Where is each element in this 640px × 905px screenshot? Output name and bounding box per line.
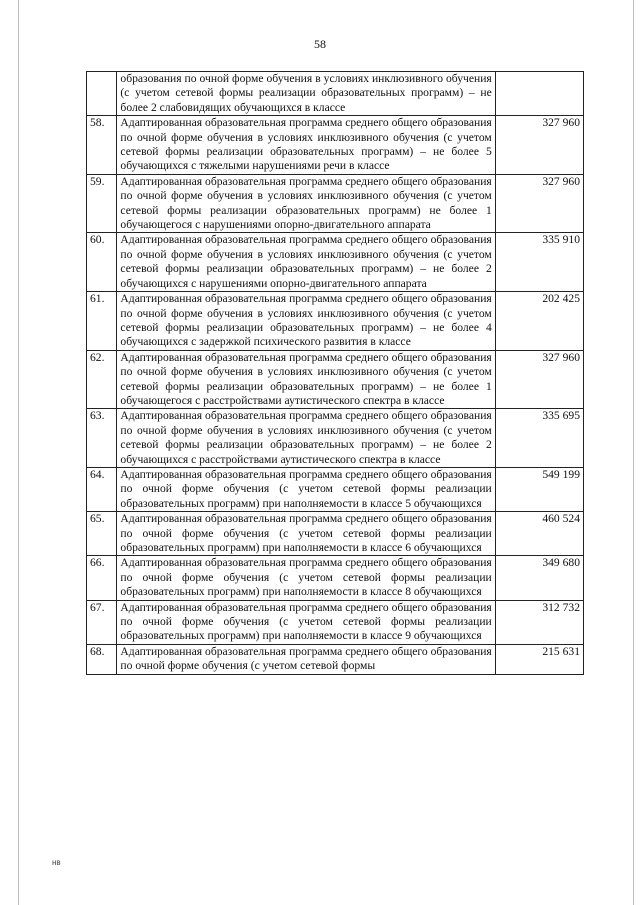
table-row bbox=[87, 467, 584, 511]
row-amount: 335 695 bbox=[495, 409, 583, 468]
row-amount: 549 199 bbox=[495, 467, 583, 511]
row-description: Адаптированная образовательная программа среднего общего образования по очной форме обучения (с учетом сетевой формы реализации образовательных программ) при наполняемости в классе 5 обучающихся bbox=[117, 467, 495, 511]
row-description: Адаптированная образовательная программа среднего общего образования по очной форме обучения (с учетом сетевой формы реализации образовательных программ) при наполняемости в классе 9 обучающихся bbox=[117, 600, 495, 644]
table-row bbox=[87, 116, 584, 175]
table-row bbox=[87, 233, 584, 292]
row-amount: 349 680 bbox=[495, 556, 583, 600]
row-number: 60. bbox=[87, 233, 117, 292]
table-row bbox=[87, 174, 584, 233]
table-row bbox=[87, 512, 584, 556]
scan-edge-right bbox=[633, 0, 634, 905]
table-row bbox=[87, 292, 584, 351]
program-cost-table bbox=[86, 71, 584, 675]
row-number: 58. bbox=[87, 116, 117, 175]
table-row bbox=[87, 600, 584, 644]
row-description: Адаптированная образовательная программа среднего общего образования по очной форме обучения в условиях инклюзивного обучения (с учетом сетевой формы реализации образовательных программ) – не более 4 обучающихся с задержкой психического развития в классе bbox=[117, 292, 495, 351]
row-description: Адаптированная образовательная программа среднего общего образования по очной форме обучения в условиях инклюзивного обучения (с учетом сетевой формы реализации образовательных программ) – не более 2 обучающихся с расстройствами аутистического спектра в классе bbox=[117, 409, 495, 468]
row-amount: 327 960 bbox=[495, 350, 583, 409]
row-number: 65. bbox=[87, 512, 117, 556]
row-amount: 335 910 bbox=[495, 233, 583, 292]
row-amount: 202 425 bbox=[495, 292, 583, 351]
row-amount: 327 960 bbox=[495, 174, 583, 233]
row-description: Адаптированная образовательная программа среднего общего образования по очной форме обучения в условиях инклюзивного обучения (с учетом сетевой формы реализации образовательных программ) – не более 1 обучающегося с расстройствами аутистического спектра в классе bbox=[117, 350, 495, 409]
table-row bbox=[87, 556, 584, 600]
row-description: Адаптированная образовательная программа среднего общего образования по очной форме обучения в условиях инклюзивного обучения (с учетом сетевой формы реализации образовательных программ) не более 1 обучающегося с нарушениями опорно-двигательного аппарата bbox=[117, 174, 495, 233]
row-number: 64. bbox=[87, 467, 117, 511]
footer-mark: нв bbox=[52, 858, 61, 867]
row-number: 61. bbox=[87, 292, 117, 351]
table-row bbox=[87, 350, 584, 409]
row-amount: 312 732 bbox=[495, 600, 583, 644]
row-number: 66. bbox=[87, 556, 117, 600]
row-amount: 215 631 bbox=[495, 644, 583, 674]
row-amount bbox=[495, 72, 583, 116]
table-row bbox=[87, 644, 584, 674]
scan-edge-left bbox=[18, 0, 19, 905]
page-number: 58 bbox=[314, 37, 326, 51]
row-description: образования по очной форме обучения в условиях инклюзивного обучения (с учетом сетевой формы реализации образовательных программ) – не более 2 слабовидящих обучающихся в классе bbox=[117, 72, 495, 116]
row-description: Адаптированная образовательная программа среднего общего образования по очной форме обучения в условиях инклюзивного обучения (с учетом сетевой формы реализации образовательных программ) – не более 2 обучающихся с нарушениями опорно-двигательного аппарата bbox=[117, 233, 495, 292]
row-description: Адаптированная образовательная программа среднего общего образования по очной форме обучения (с учетом сетевой формы реализации образовательных программ) при наполняемости в классе 6 обучающихся bbox=[117, 512, 495, 556]
table-row bbox=[87, 72, 584, 116]
row-description: Адаптированная образовательная программа среднего общего образования по очной форме обучения (с учетом сетевой формы bbox=[117, 644, 495, 674]
row-number: 68. bbox=[87, 644, 117, 674]
row-description: Адаптированная образовательная программа среднего общего образования по очной форме обучения (с учетом сетевой формы реализации образовательных программ) при наполняемости в классе 8 обучающихся bbox=[117, 556, 495, 600]
row-number: 63. bbox=[87, 409, 117, 468]
row-number: 62. bbox=[87, 350, 117, 409]
row-number: 67. bbox=[87, 600, 117, 644]
row-amount: 460 524 bbox=[495, 512, 583, 556]
row-number: 59. bbox=[87, 174, 117, 233]
row-number bbox=[87, 72, 117, 116]
table-row bbox=[87, 409, 584, 468]
row-description: Адаптированная образовательная программа среднего общего образования по очной форме обучения в условиях инклюзивного обучения (с учетом сетевой формы реализации образовательных программ) – не более 5 обучающихся с тяжелыми нарушениями речи в классе bbox=[117, 116, 495, 175]
row-amount: 327 960 bbox=[495, 116, 583, 175]
